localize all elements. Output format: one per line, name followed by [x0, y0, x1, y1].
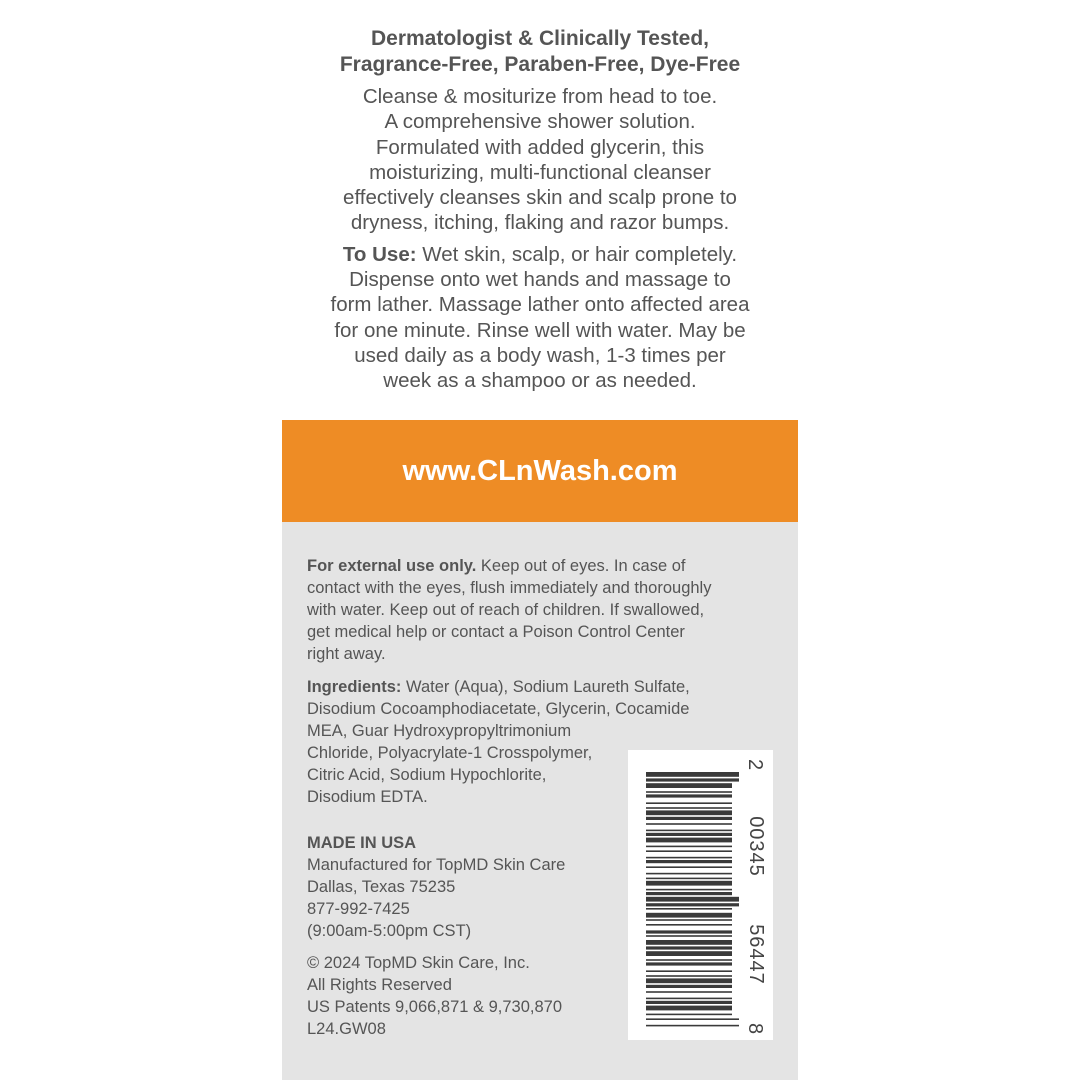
warning-line: Keep out of eyes. In case of	[476, 557, 686, 575]
barcode-bar	[646, 794, 732, 797]
made-in-label: MADE IN USA	[307, 834, 417, 852]
barcode-bar	[646, 959, 732, 961]
ingredients-line: Chloride, Polyacrylate-1 Crosspolymer,	[307, 744, 593, 762]
barcode-bar	[646, 778, 739, 781]
product-claims	[282, 26, 798, 78]
manufacturer-line: Dallas, Texas 75235	[307, 878, 456, 896]
barcode-bar	[646, 892, 732, 895]
barcode-bar	[646, 823, 732, 825]
barcode-bar	[646, 903, 739, 906]
barcode-bar	[646, 951, 732, 956]
ingredients-line: MEA, Guar Hydroxypropyltrimonium	[307, 722, 572, 740]
warning-line: get medical help or contact a Poison Control Center	[307, 623, 685, 641]
barcode-bar	[646, 991, 732, 993]
manufacturer-phone: 877-992-7425	[307, 900, 410, 918]
usage-line: Dispense onto wet hands and massage to	[349, 268, 731, 292]
barcode-bar	[646, 985, 732, 988]
barcode-bar	[646, 913, 732, 918]
website-banner	[282, 420, 798, 522]
barcode-bar	[646, 908, 732, 910]
barcode-bar	[646, 1001, 732, 1004]
upc-barcode	[628, 750, 773, 1040]
usage-directions	[282, 242, 798, 394]
barcode-bar	[646, 935, 732, 937]
website-url[interactable]: www.CLnWash.com	[402, 454, 678, 487]
lot-code: L24.GW08	[307, 1020, 386, 1038]
barcode-bar	[646, 975, 732, 977]
barcode-bar	[646, 850, 732, 852]
description-line: Formulated with added glycerin, this	[375, 135, 705, 159]
warning-line: with water. Keep out of reach of children. If swallowed,	[307, 601, 705, 619]
warning-text	[307, 555, 767, 665]
barcode-group-2: 00345	[744, 815, 767, 877]
barcode-bar	[646, 998, 732, 1000]
barcode-bar	[646, 897, 739, 902]
barcode-bar	[646, 873, 732, 875]
warning-label: For external use only.	[307, 557, 477, 575]
manufacturer-hours: (9:00am-5:00pm CST)	[307, 922, 472, 940]
label-info-panel	[282, 522, 798, 1080]
description-line: dryness, itching, flaking and razor bumps.	[350, 211, 730, 235]
to-use-label: To Use:	[342, 242, 417, 266]
barcode-bar	[646, 924, 732, 926]
barcode-check-digit: 2	[744, 758, 767, 770]
claims-line-2: Fragrance-Free, Paraben-Free, Dye-Free	[339, 53, 741, 76]
claims-line-1: Dermatologist & Clinically Tested,	[370, 27, 710, 50]
barcode-bar	[646, 919, 732, 921]
barcode-bar	[646, 772, 739, 777]
description-line: moisturizing, multi-functional cleanser	[369, 160, 711, 184]
barcode-bar	[646, 970, 732, 972]
ingredients-line: Citric Acid, Sodium Hypochlorite,	[307, 766, 547, 784]
ingredients-line: Disodium Cocoamphodiacetate, Glycerin, Cocamide	[307, 700, 690, 718]
ingredients-line: Water (Aqua), Sodium Laureth Sulfate,	[401, 678, 690, 696]
barcode-bar	[646, 1025, 739, 1027]
barcode-group-1: 56447	[744, 923, 767, 985]
barcode-bar	[646, 860, 732, 863]
barcode-bar	[646, 846, 732, 848]
warning-line: right away.	[307, 645, 386, 663]
ingredients-line: Disodium EDTA.	[307, 788, 428, 806]
barcode-bar	[646, 881, 732, 886]
usage-line: used daily as a body wash, 1-3 times per	[354, 343, 726, 367]
barcode-first-digit: 8	[744, 1022, 767, 1034]
ingredients-label: Ingredients:	[307, 678, 402, 696]
barcode-bar	[646, 791, 732, 793]
barcode-bar	[646, 807, 732, 809]
manufacturer-line: Manufactured for TopMD Skin Care	[307, 856, 566, 874]
copyright-line: © 2024 TopMD Skin Care, Inc.	[307, 954, 530, 972]
barcode-bar	[646, 946, 732, 949]
barcode-bar	[646, 940, 732, 945]
barcode-bar	[646, 889, 732, 891]
barcode-bar	[646, 962, 732, 965]
barcode-bar	[646, 866, 732, 868]
barcode-bar	[646, 838, 732, 843]
barcode-bar	[646, 930, 732, 933]
description-line: effectively cleanses skin and scalp prone to	[343, 186, 737, 210]
barcode-bar	[646, 810, 732, 815]
barcode-bar	[646, 1006, 732, 1011]
barcode-bars	[646, 772, 739, 1028]
barcode-bar	[646, 1018, 739, 1020]
description-line: A comprehensive shower solution.	[384, 110, 696, 134]
barcode-bar	[646, 817, 732, 820]
product-description	[282, 84, 798, 236]
barcode-bar	[646, 978, 732, 983]
barcode-bar	[646, 833, 732, 836]
usage-line: for one minute. Rinse well with water. May be	[334, 318, 746, 342]
barcode-bar	[646, 783, 732, 788]
barcode-bar	[646, 1014, 732, 1016]
product-info-top	[282, 26, 798, 394]
barcode-bar	[646, 830, 732, 832]
warning-line: contact with the eyes, flush immediately and thoroughly	[307, 579, 712, 597]
barcode-digits	[741, 750, 769, 1040]
description-line: Cleanse & mositurize from head to toe.	[362, 85, 718, 108]
barcode-bar	[646, 857, 732, 859]
usage-line: form lather. Massage lather onto affected area	[330, 293, 750, 317]
barcode-bar	[646, 802, 732, 804]
patents-line: US Patents 9,066,871 & 9,730,870	[307, 998, 563, 1016]
usage-line: Wet skin, scalp, or hair completely.	[416, 242, 738, 266]
usage-line: week as a shampoo or as needed.	[383, 369, 697, 393]
barcode-bar	[646, 878, 732, 880]
copyright-line: All Rights Reserved	[307, 976, 452, 994]
